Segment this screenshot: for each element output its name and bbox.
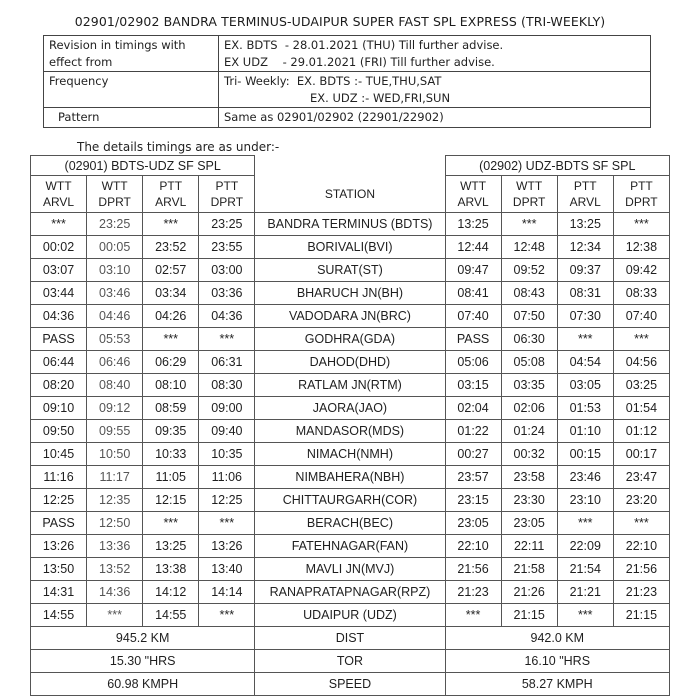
table-row (31, 374, 670, 397)
cell-up-wtt-dprt: 12:50 (87, 512, 143, 535)
cell-up-wtt-dprt: 03:46 (87, 282, 143, 305)
station-name: NIMACH(NMH) (255, 443, 445, 466)
cell-down-wtt-arvl: 07:40 (445, 305, 501, 328)
cell-up-wtt-dprt: 11:17 (87, 466, 143, 489)
revision-line-2: EX UDZ - 29.01.2021 (FRI) Till further advise. (224, 54, 495, 69)
cell-down-ptt-arvl: 09:37 (557, 259, 613, 282)
left-train-header: (02901) BDTS-UDZ SF SPL (31, 156, 255, 176)
cell-up-ptt-dprt: 23:25 (199, 213, 255, 236)
cell-down-ptt-dprt: 22:10 (613, 535, 669, 558)
station-name: BANDRA TERMINUS (BDTS) (255, 213, 445, 236)
cell-up-ptt-arvl: 10:33 (143, 443, 199, 466)
col-header-ptt-arvl: PTT ARVL (143, 176, 199, 213)
table-row (31, 443, 670, 466)
cell-up-wtt-arvl: 09:10 (31, 397, 87, 420)
cell-down-ptt-dprt: 00:17 (613, 443, 669, 466)
cell-down-wtt-arvl: 01:22 (445, 420, 501, 443)
cell-down-ptt-arvl: 12:34 (557, 236, 613, 259)
col-header-wtt-arvl-return: WTT ARVL (445, 176, 501, 213)
cell-down-ptt-arvl: 22:09 (557, 535, 613, 558)
cell-down-wtt-arvl: 00:27 (445, 443, 501, 466)
cell-down-wtt-dprt: 05:08 (501, 351, 557, 374)
cell-down-ptt-arvl: 03:05 (557, 374, 613, 397)
station-name: MANDASOR(MDS) (255, 420, 445, 443)
cell-up-ptt-arvl: 02:57 (143, 259, 199, 282)
cell-up-wtt-dprt: 05:53 (87, 328, 143, 351)
cell-down-ptt-arvl: 23:46 (557, 466, 613, 489)
cell-up-wtt-dprt: 08:40 (87, 374, 143, 397)
cell-up-ptt-arvl: 14:12 (143, 581, 199, 604)
station-name: BERACH(BEC) (255, 512, 445, 535)
cell-up-wtt-dprt: 09:12 (87, 397, 143, 420)
summary-label: DIST (255, 627, 445, 650)
cell-down-wtt-dprt: 09:52 (501, 259, 557, 282)
cell-up-wtt-arvl: PASS (31, 512, 87, 535)
cell-down-wtt-dprt: 06:30 (501, 328, 557, 351)
cell-up-ptt-arvl: *** (143, 213, 199, 236)
cell-down-wtt-dprt: 12:48 (501, 236, 557, 259)
cell-down-wtt-arvl: 23:05 (445, 512, 501, 535)
col-header-wtt-dprt: WTT DPRT (87, 176, 143, 213)
cell-up-wtt-arvl: 09:50 (31, 420, 87, 443)
summary-label: TOR (255, 650, 445, 673)
station-name: BORIVALI(BVI) (255, 236, 445, 259)
cell-up-ptt-dprt: 06:31 (199, 351, 255, 374)
cell-up-ptt-arvl: 06:29 (143, 351, 199, 374)
cell-up-wtt-arvl: 03:44 (31, 282, 87, 305)
summary-up-value: 15.30 "HRS (31, 650, 255, 673)
cell-up-wtt-arvl: 11:16 (31, 466, 87, 489)
cell-up-ptt-arvl: 08:10 (143, 374, 199, 397)
cell-down-wtt-dprt: 07:50 (501, 305, 557, 328)
frequency-row (44, 72, 651, 108)
summary-row (31, 650, 670, 673)
summary-row (31, 627, 670, 650)
cell-down-ptt-dprt: 03:25 (613, 374, 669, 397)
table-row (31, 558, 670, 581)
cell-up-ptt-arvl: *** (143, 512, 199, 535)
cell-down-ptt-dprt: 21:56 (613, 558, 669, 581)
cell-up-ptt-arvl: 13:38 (143, 558, 199, 581)
cell-up-wtt-arvl: *** (31, 213, 87, 236)
cell-down-wtt-arvl: *** (445, 604, 501, 627)
station-name: MAVLI JN(MVJ) (255, 558, 445, 581)
pattern-row (44, 108, 651, 128)
cell-up-wtt-arvl: 10:45 (31, 443, 87, 466)
cell-up-ptt-arvl: 11:05 (143, 466, 199, 489)
cell-up-wtt-arvl: 08:20 (31, 374, 87, 397)
cell-down-wtt-arvl: 21:23 (445, 581, 501, 604)
cell-up-ptt-dprt: 10:35 (199, 443, 255, 466)
cell-down-wtt-arvl: 23:57 (445, 466, 501, 489)
cell-up-wtt-arvl: 04:36 (31, 305, 87, 328)
table-row (31, 351, 670, 374)
station-name: DAHOD(DHD) (255, 351, 445, 374)
cell-down-wtt-dprt: 02:06 (501, 397, 557, 420)
cell-down-ptt-arvl: 04:54 (557, 351, 613, 374)
station-name: UDAIPUR (UDZ) (255, 604, 445, 627)
cell-up-wtt-arvl: 14:55 (31, 604, 87, 627)
cell-up-wtt-dprt: 03:10 (87, 259, 143, 282)
cell-up-ptt-dprt: 09:40 (199, 420, 255, 443)
summary-row (31, 673, 670, 696)
cell-down-ptt-arvl: 01:10 (557, 420, 613, 443)
frequency-line-2: EX. UDZ :- WED,FRI,SUN (310, 90, 451, 105)
table-row (31, 420, 670, 443)
revision-row (44, 36, 651, 72)
cell-down-wtt-arvl: 05:06 (445, 351, 501, 374)
cell-up-ptt-arvl: 08:59 (143, 397, 199, 420)
revision-line-1: EX. BDTS - 28.01.2021 (THU) Till further advise. (224, 38, 504, 52)
col-header-station: STATION (255, 176, 445, 213)
cell-down-wtt-dprt: 21:58 (501, 558, 557, 581)
summary-up-value: 60.98 KMPH (31, 673, 255, 696)
cell-up-ptt-arvl: 09:35 (143, 420, 199, 443)
cell-up-wtt-dprt: *** (87, 604, 143, 627)
station-name: RATLAM JN(RTM) (255, 374, 445, 397)
cell-down-ptt-dprt: 23:20 (613, 489, 669, 512)
cell-up-ptt-dprt: *** (199, 328, 255, 351)
cell-down-ptt-arvl: 13:25 (557, 213, 613, 236)
cell-up-wtt-dprt: 23:25 (87, 213, 143, 236)
cell-up-wtt-arvl: PASS (31, 328, 87, 351)
cell-up-wtt-arvl: 13:50 (31, 558, 87, 581)
station-name: CHITTAURGARH(COR) (255, 489, 445, 512)
document-title: 02901/02902 BANDRA TERMINUS-UDAIPUR SUPER FAST SPL EXPRESS (TRI-WEEKLY) (74, 14, 606, 29)
cell-up-ptt-dprt: 09:00 (199, 397, 255, 420)
cell-up-ptt-dprt: *** (199, 512, 255, 535)
cell-down-wtt-arvl: 08:41 (445, 282, 501, 305)
cell-down-wtt-dprt: 22:11 (501, 535, 557, 558)
frequency-label: Frequency (44, 72, 219, 108)
cell-up-wtt-arvl: 00:02 (31, 236, 87, 259)
station-name: VADODARA JN(BRC) (255, 305, 445, 328)
cell-down-wtt-arvl: 21:56 (445, 558, 501, 581)
cell-down-ptt-dprt: 21:15 (613, 604, 669, 627)
cell-up-ptt-dprt: 11:06 (199, 466, 255, 489)
cell-down-wtt-dprt: 03:35 (501, 374, 557, 397)
summary-down-value: 58.27 KMPH (445, 673, 669, 696)
cell-up-wtt-dprt: 12:35 (87, 489, 143, 512)
cell-up-wtt-dprt: 09:55 (87, 420, 143, 443)
cell-down-ptt-dprt: 04:56 (613, 351, 669, 374)
cell-up-ptt-arvl: *** (143, 328, 199, 351)
cell-up-wtt-arvl: 12:25 (31, 489, 87, 512)
cell-up-ptt-dprt: 13:40 (199, 558, 255, 581)
cell-down-ptt-arvl: 07:30 (557, 305, 613, 328)
cell-up-ptt-dprt: 04:36 (199, 305, 255, 328)
cell-down-wtt-arvl: 12:44 (445, 236, 501, 259)
station-name: FATEHNAGAR(FAN) (255, 535, 445, 558)
cell-up-ptt-arvl: 14:55 (143, 604, 199, 627)
station-name: BHARUCH JN(BH) (255, 282, 445, 305)
pattern-value: Same as 02901/02902 (22901/22902) (219, 108, 651, 128)
cell-down-wtt-arvl: 22:10 (445, 535, 501, 558)
table-row (31, 282, 670, 305)
summary-down-value: 942.0 KM (445, 627, 669, 650)
cell-up-ptt-dprt: 23:55 (199, 236, 255, 259)
cell-down-ptt-dprt: 21:23 (613, 581, 669, 604)
station-header-spacer (255, 156, 445, 176)
table-row (31, 535, 670, 558)
cell-down-ptt-arvl: 21:21 (557, 581, 613, 604)
cell-down-ptt-dprt: *** (613, 213, 669, 236)
cell-down-wtt-dprt: 00:32 (501, 443, 557, 466)
cell-down-ptt-arvl: 23:10 (557, 489, 613, 512)
cell-down-wtt-dprt: 21:15 (501, 604, 557, 627)
station-name: JAORA(JAO) (255, 397, 445, 420)
cell-down-ptt-dprt: 09:42 (613, 259, 669, 282)
cell-down-wtt-dprt: 08:43 (501, 282, 557, 305)
cell-up-ptt-dprt: 14:14 (199, 581, 255, 604)
table-row (31, 581, 670, 604)
revision-label: Revision in timings with effect from (44, 36, 219, 72)
table-row (31, 466, 670, 489)
table-row (31, 489, 670, 512)
cell-down-wtt-arvl: 13:25 (445, 213, 501, 236)
cell-up-ptt-arvl: 03:34 (143, 282, 199, 305)
station-name: SURAT(ST) (255, 259, 445, 282)
col-header-ptt-arvl-return: PTT ARVL (557, 176, 613, 213)
cell-up-ptt-dprt: 08:30 (199, 374, 255, 397)
cell-up-wtt-dprt: 13:36 (87, 535, 143, 558)
summary-label: SPEED (255, 673, 445, 696)
cell-down-ptt-arvl: *** (557, 512, 613, 535)
summary-up-value: 945.2 KM (31, 627, 255, 650)
cell-down-ptt-dprt: 23:47 (613, 466, 669, 489)
cell-down-ptt-arvl: 08:31 (557, 282, 613, 305)
cell-up-ptt-dprt: 03:36 (199, 282, 255, 305)
train-info-table (43, 35, 651, 128)
station-name: RANAPRATAPNAGAR(RPZ) (255, 581, 445, 604)
cell-down-ptt-dprt: 07:40 (613, 305, 669, 328)
cell-down-ptt-dprt: 01:12 (613, 420, 669, 443)
pattern-label: Pattern (44, 108, 219, 128)
cell-up-wtt-arvl: 14:31 (31, 581, 87, 604)
cell-up-ptt-dprt: 13:26 (199, 535, 255, 558)
cell-down-ptt-dprt: 01:54 (613, 397, 669, 420)
cell-down-ptt-arvl: *** (557, 328, 613, 351)
cell-up-ptt-dprt: 12:25 (199, 489, 255, 512)
cell-down-wtt-arvl: 02:04 (445, 397, 501, 420)
table-row (31, 236, 670, 259)
cell-up-ptt-arvl: 12:15 (143, 489, 199, 512)
summary-down-value: 16.10 "HRS (445, 650, 669, 673)
cell-down-wtt-dprt: 01:24 (501, 420, 557, 443)
timetable (30, 155, 670, 696)
cell-down-wtt-arvl: PASS (445, 328, 501, 351)
col-header-wtt-arvl: WTT ARVL (31, 176, 87, 213)
frequency-line-1: Tri- Weekly: EX. BDTS :- TUE,THU,SAT (224, 74, 442, 88)
table-row (31, 328, 670, 351)
frequency-value (219, 72, 651, 108)
table-row (31, 213, 670, 236)
revision-value (219, 36, 651, 72)
cell-up-wtt-dprt: 10:50 (87, 443, 143, 466)
train-header-row (31, 156, 670, 176)
column-header-row (31, 176, 670, 213)
table-row (31, 259, 670, 282)
table-row (31, 512, 670, 535)
cell-down-wtt-dprt: 23:30 (501, 489, 557, 512)
cell-down-wtt-arvl: 23:15 (445, 489, 501, 512)
cell-down-ptt-arvl: *** (557, 604, 613, 627)
cell-down-wtt-arvl: 03:15 (445, 374, 501, 397)
table-row (31, 604, 670, 627)
station-name: GODHRA(GDA) (255, 328, 445, 351)
station-name: NIMBAHERA(NBH) (255, 466, 445, 489)
cell-down-ptt-dprt: *** (613, 512, 669, 535)
cell-down-ptt-arvl: 00:15 (557, 443, 613, 466)
cell-down-wtt-arvl: 09:47 (445, 259, 501, 282)
cell-down-ptt-dprt: 12:38 (613, 236, 669, 259)
cell-up-wtt-dprt: 04:46 (87, 305, 143, 328)
cell-up-wtt-dprt: 00:05 (87, 236, 143, 259)
cell-up-ptt-dprt: 03:00 (199, 259, 255, 282)
cell-down-wtt-dprt: 23:05 (501, 512, 557, 535)
cell-up-ptt-dprt: *** (199, 604, 255, 627)
table-row (31, 305, 670, 328)
cell-down-ptt-dprt: 08:33 (613, 282, 669, 305)
table-row (31, 397, 670, 420)
cell-down-wtt-dprt: *** (501, 213, 557, 236)
col-header-wtt-dprt-return: WTT DPRT (501, 176, 557, 213)
cell-up-wtt-arvl: 03:07 (31, 259, 87, 282)
timings-caption: The details timings are as under:- (77, 140, 280, 154)
col-header-ptt-dprt-return: PTT DPRT (613, 176, 669, 213)
cell-up-ptt-arvl: 04:26 (143, 305, 199, 328)
cell-down-wtt-dprt: 21:26 (501, 581, 557, 604)
cell-up-ptt-arvl: 23:52 (143, 236, 199, 259)
cell-up-wtt-dprt: 14:36 (87, 581, 143, 604)
cell-up-wtt-dprt: 06:46 (87, 351, 143, 374)
cell-down-ptt-arvl: 21:54 (557, 558, 613, 581)
cell-down-ptt-arvl: 01:53 (557, 397, 613, 420)
cell-down-ptt-dprt: *** (613, 328, 669, 351)
cell-up-wtt-arvl: 13:26 (31, 535, 87, 558)
col-header-ptt-dprt: PTT DPRT (199, 176, 255, 213)
cell-up-ptt-arvl: 13:25 (143, 535, 199, 558)
cell-up-wtt-dprt: 13:52 (87, 558, 143, 581)
cell-down-wtt-dprt: 23:58 (501, 466, 557, 489)
cell-up-wtt-arvl: 06:44 (31, 351, 87, 374)
right-train-header: (02902) UDZ-BDTS SF SPL (445, 156, 669, 176)
